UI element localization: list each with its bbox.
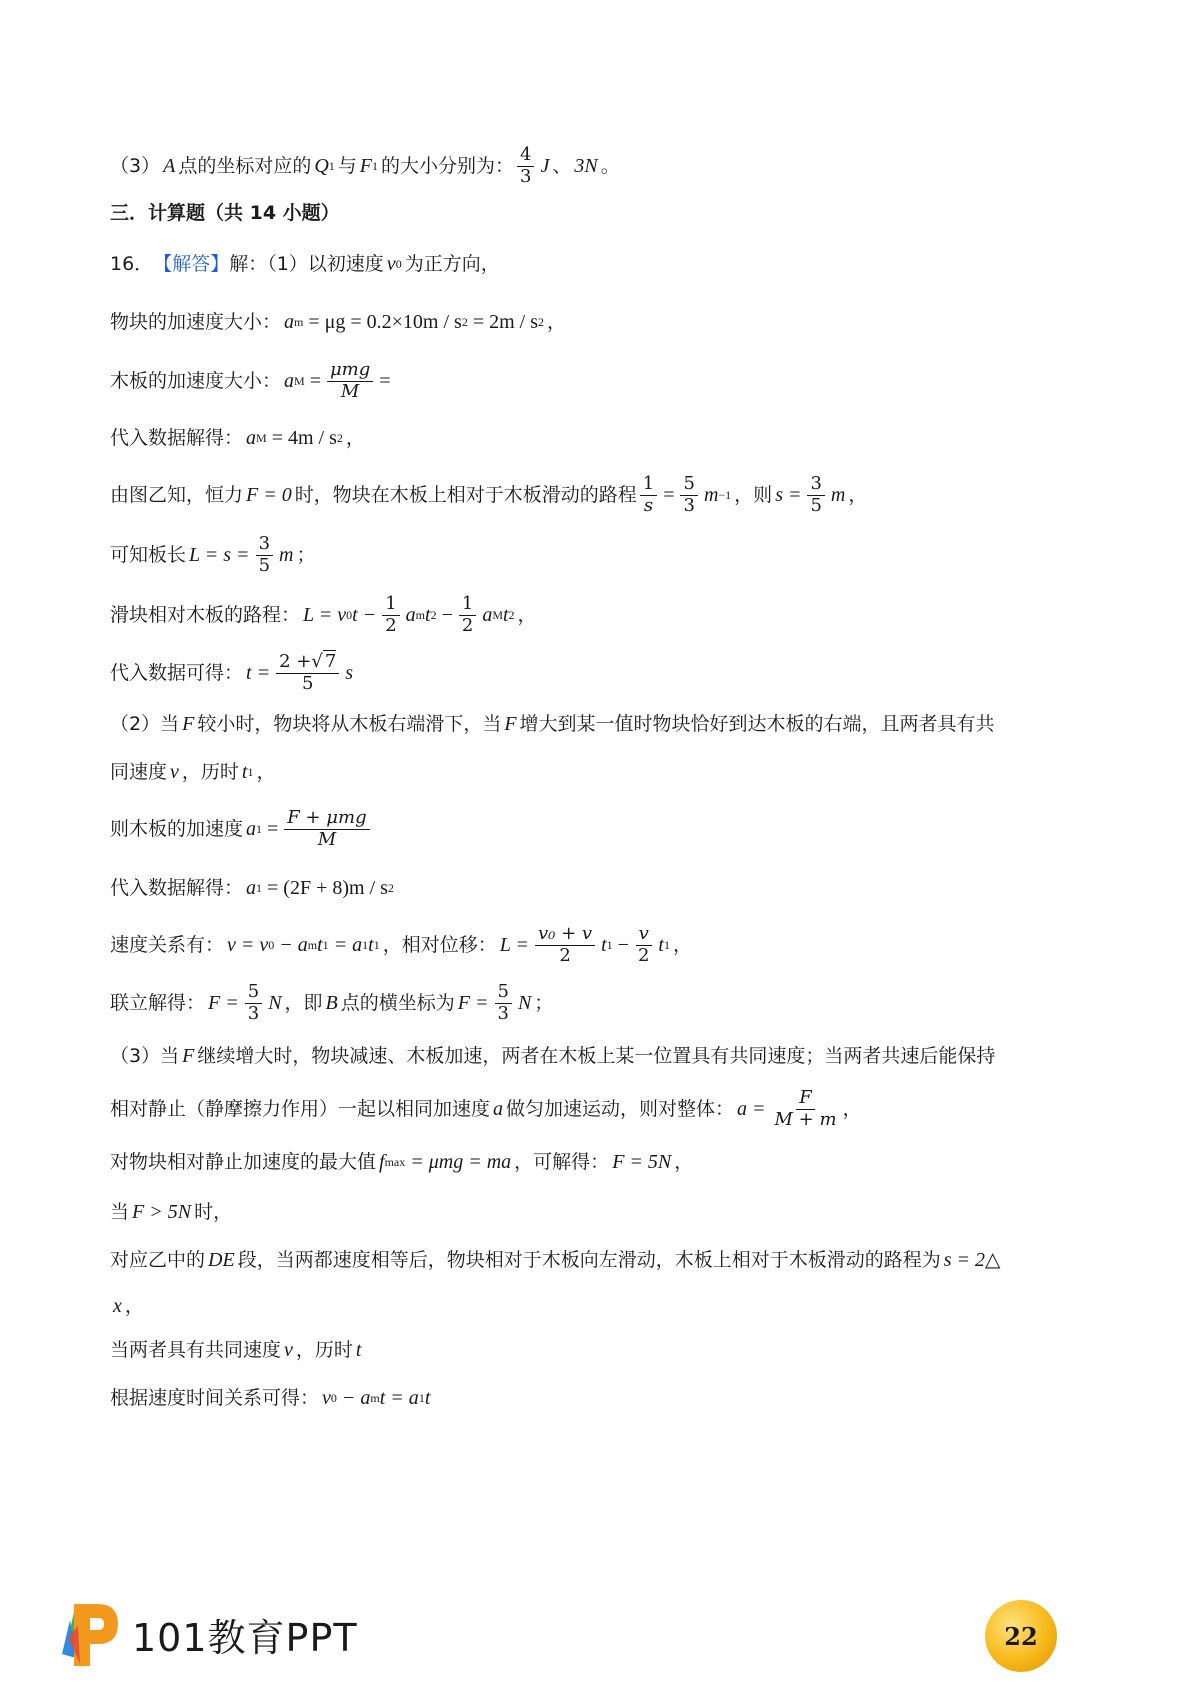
fraction: $\frac{1}{s}$ bbox=[640, 474, 657, 516]
line-part3-answer: （3） A 点的坐标对应的 Q 1 与 F 1 的大小分别为： $\frac{4}{3}$ J 、 3N 。 bbox=[110, 144, 620, 187]
line-board-acc-a1: 则木板的加速度 a 1 = $\frac{\text{F + μmg}}{M}$ bbox=[110, 808, 1091, 850]
fraction: $\frac{\text{μmg}}{M}$ bbox=[327, 360, 373, 402]
brand-logo bbox=[60, 1598, 358, 1670]
fraction: $\frac{4}{3}$ bbox=[517, 145, 534, 187]
line-velocity-relation: 速度关系有： v = v 0 − a m t 1 = a 1 t 1 ，相对位移： L = $\frac{\text{v₀ + v}}{2}$ t 1 − $\frac{v}{2}$ t 1 ， bbox=[110, 923, 692, 966]
fraction: $\frac{2 +√ 7}{5}$ bbox=[276, 652, 339, 694]
line-solve-F: 联立解得： F = $\frac{5}{3}$ N ，即 B 点的横坐标为 F = $\frac{5}{3}$ N ； bbox=[110, 981, 554, 1024]
fraction: $\frac{5}{3}$ bbox=[680, 474, 697, 516]
line-DE-segment: 对应乙中的 DE 段，当两都速度相等后，物块相对于木板向左滑动，木板上相对于木板滑动的路程为 s = 2△ bbox=[110, 1248, 1001, 1271]
line-part3-intro: （3）当 F 继续增大时，物块减速、木板加速，两者在木板上某一位置具有共同速度；当两者共速后能保持 bbox=[110, 1044, 996, 1067]
line-board-acceleration: 木板的加速度大小： a M = $\frac{\text{μmg}}{M}$ = bbox=[110, 359, 391, 402]
fraction: $\frac{v}{2}$ bbox=[635, 924, 652, 966]
fraction: $\frac{1}{2}$ bbox=[459, 594, 476, 636]
line-common-velocity: 同速度 v ，历时 t 1 ， bbox=[110, 760, 276, 783]
line-relative-path: 滑块相对木板的路程： L = v 0 t − $\frac{1}{2}$ a m t 2 − $\frac{1}{2}$ a M t 2 ， bbox=[110, 593, 537, 636]
line-board-length: 可知板长 L = s = $\frac{3}{5}$ m ； bbox=[110, 533, 316, 576]
line-q16-intro: 16． 【解答】 解：（1）以初速度 v 0 为正方向， bbox=[110, 252, 500, 275]
page-number-badge bbox=[985, 1600, 1057, 1672]
fraction: $\frac{1}{2}$ bbox=[382, 594, 399, 636]
logo-p-icon bbox=[60, 1598, 122, 1670]
line-graph-reading: 由图乙知，恒力 F = 0 时，物块在木板上相对于木板滑动的路程 $\frac{1}{s}$ = $\frac{5}{3}$ m −1 ，则 s = $\frac{3}{5}$ m ， bbox=[110, 473, 868, 516]
fraction: $\frac{5}{3}$ bbox=[495, 982, 512, 1024]
fraction: $\frac{3}{5}$ bbox=[807, 474, 824, 516]
fraction: $\frac{\text{v₀ + v}}{2}$ bbox=[535, 924, 595, 966]
answer-tag: 【解答】 bbox=[153, 252, 230, 275]
line-common-velocity-t: 当两者具有共同速度 v ，历时 t bbox=[110, 1338, 362, 1361]
fraction: $\frac{F}{M + m}$ bbox=[774, 1087, 837, 1130]
line-block-acceleration: 物块的加速度大小： a m = μg = 0.2×10m / s 2 = 2m / s 2 ， bbox=[110, 310, 567, 333]
brand-name: 101教育PPT bbox=[132, 1615, 358, 1660]
line-when-F-gt-5N: 当 F > 5N 时， bbox=[110, 1200, 233, 1223]
fraction: $\frac{\text{F + μmg}}{M}$ bbox=[284, 808, 369, 850]
line-velocity-time: 根据速度时间关系可得： v 0 − a m t = a 1 t bbox=[110, 1386, 431, 1409]
section-heading: 三．计算题（共 14 小题） bbox=[110, 202, 340, 224]
line-a1-value: 代入数据解得： a 1 = (2F + 8)m / s 2 bbox=[110, 876, 394, 899]
line-static-friction: 相对静止（静摩擦力作用）一起以相同加速度 a 做匀加速运动，则对整体： a = $\frac{F}{M + m}$ ， bbox=[110, 1087, 862, 1130]
line-x-continuation: x ， bbox=[113, 1294, 144, 1317]
page-number: 22 bbox=[1004, 1621, 1038, 1651]
line-part2-intro: （2）当 F 较小时，物块将从木板右端滑下，当 F 增大到某一值时物块恰好到达木板的右端，且两者具有共 bbox=[110, 712, 995, 735]
line-board-acc-value: 代入数据解得： a M = 4m / s 2 ， bbox=[110, 426, 365, 449]
fraction: $\frac{3}{5}$ bbox=[256, 534, 273, 576]
line-time-result: 代入数据可得： t = $\frac{2 +√ 7}{5}$ s bbox=[110, 651, 354, 694]
fraction: $\frac{5}{3}$ bbox=[245, 982, 262, 1024]
line-max-friction: 对物块相对静止加速度的最大值 f max = μmg = ma ，可解得： F = 5N ， bbox=[110, 1150, 694, 1173]
